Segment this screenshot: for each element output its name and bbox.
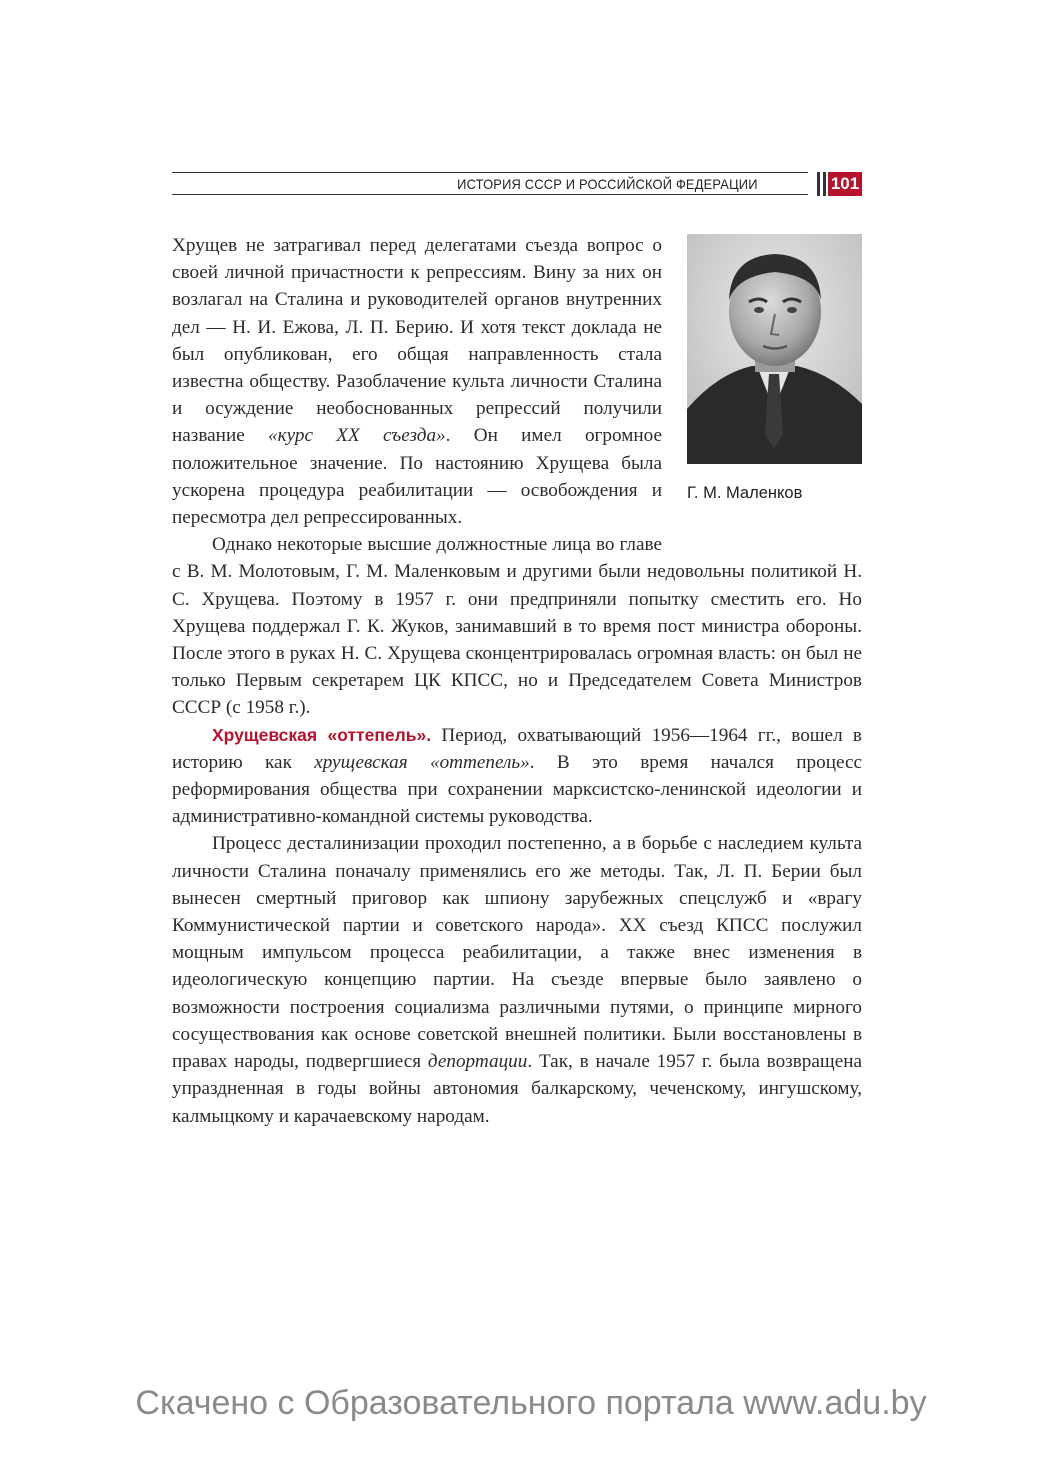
- paragraph-4-emphasis: депортации: [427, 1051, 528, 1073]
- header-rule-bottom: [172, 194, 808, 195]
- running-header: [172, 172, 862, 198]
- header-title: ИСТОРИЯ СССР И РОССИЙСКОЙ ФЕДЕРАЦИИ: [457, 176, 758, 192]
- paragraph-2-text: Однако некоторые высшие должностные лица во главе с В. М. Молотовым, Г. М. Маленковым и другими были недовольны политикой Н. С. Хрущева. Поэтому в 1957 г. они предприняли попытку сместить его. Но Хрущева поддержал Г. К. Жуков, занимавший в то время пост министра обороны. После этого в руках Н. С. Хрущева сконцентрировалась огромная власть: он был не только Первым секретарем ЦК КПСС, но и Председателем Совета Министров СССР (с 1958 г.).: [172, 534, 862, 719]
- paragraph-3-text-a: Период, охватывающий 1956—1964 гг., вошел в историю как: [172, 724, 862, 773]
- photo-caption: Г. М. Маленков: [687, 484, 803, 502]
- paragraph-4: [172, 830, 862, 1129]
- section-heading: Хрущевская «оттепель».: [212, 724, 432, 745]
- paragraph-4-text-a: Процесс десталинизации проходил постепенно, а в борьбе с наследием культа личности Сталина поначалу применялись его же методы. Так, Л. П. Берии был вынесен смертный приговор как шпиону зарубежных спецслужб и «врагу Коммунистической партии и советского народа». XX съезд КПСС послужил мощным импульсом процесса реабилитации, а также внес изменения в идеологическую концепцию партии. На съезде впервые было заявлено о возможности построения социализма различными путями, о принципе мирного сосуществования как основе советской внешней политики. Были восстановлены в правах народы, подвергшиеся: [172, 833, 862, 1073]
- paragraph-4-text-b: . Так, в начале 1957 г. была возвращена упраздненная в годы войны автономия балкарскому, чеченскому, ингушскому, калмыцкому и карачаевскому народам.: [172, 1051, 862, 1127]
- paragraph-2: [172, 531, 862, 721]
- paragraph-3-text-b: . В это время начался процесс реформирования общества при сохранении марксистско-ленинской идеологии и административно-командной системы руководства.: [172, 751, 862, 828]
- paragraph-3: [172, 722, 862, 831]
- download-watermark: Скачено с Образовательного портала www.adu.by: [135, 1384, 927, 1422]
- paragraph-1-emphasis: «курс XX съезда»: [268, 425, 446, 447]
- paragraph-1-text-a: Хрущев не затрагивал перед делегатами съезда вопрос о своей личной причастности к репрессиям. Вину за них он возлагал на Сталина и руководителей органов внутренних дел — Н. И. Ежова, Л. П. Берию. И хотя текст доклада не был опубликован, его общая направленность стала известна обществу. Разоблачение культа личности Сталина и осуждение необоснованных репрессий получили название: [172, 235, 662, 447]
- main-text: [172, 232, 862, 1130]
- paragraph-3-emphasis: хрущевская «оттепель»: [314, 751, 530, 773]
- paragraph-1: [172, 232, 862, 531]
- paragraph-1-text-b: . Он имел огромное положительное значение. По настоянию Хрущева была ускорена процедура реабилитации — освобождения и пересмотра дел репрессированных.: [172, 425, 662, 529]
- page-number: 101: [828, 172, 862, 196]
- header-rule-top: [172, 172, 808, 173]
